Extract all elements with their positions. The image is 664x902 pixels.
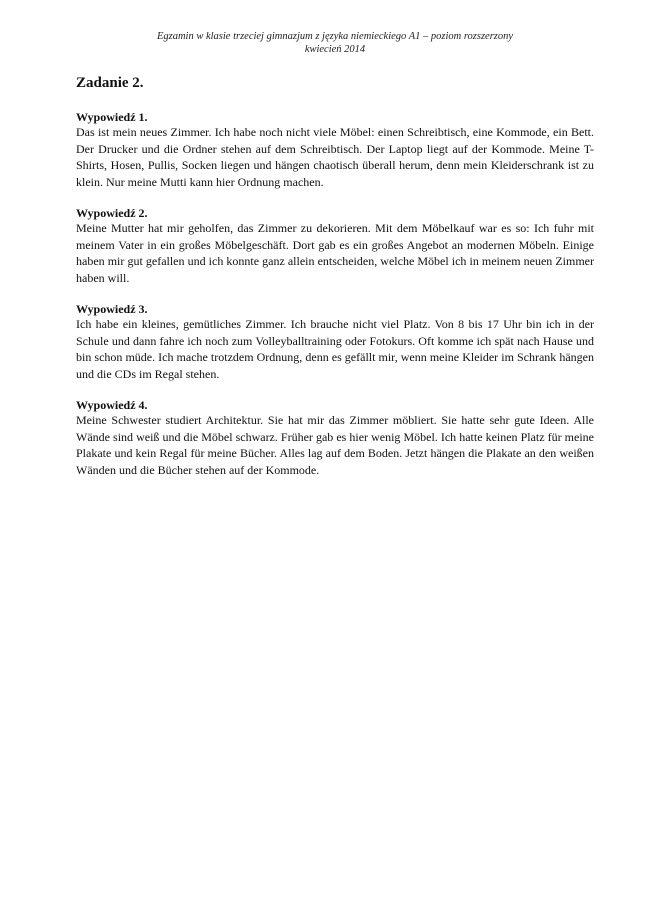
statement-2 [76, 206, 594, 286]
statement-title: Wypowiedź 2. [76, 206, 148, 220]
statement-title: Wypowiedź 3. [76, 302, 148, 316]
statement-text: Ich habe ein kleines, gemütliches Zimmer. Ich brauche nicht viel Platz. Von 8 bis 17 Uhr bin ich in der Schule und dann fahre ich noch zum Volleyballtraining oder Fotokurs. Oft komme ich spät nach Hause und bin schon müde. Ich mache trotzdem Ordnung, denn es gefällt mir, wenn meine Kleider im Schrank hängen und die CDs im Regal stehen. [76, 317, 594, 381]
statement-3 [76, 302, 594, 382]
header-date: kwiecień 2014 [304, 44, 366, 55]
statement-text: Das ist mein neues Zimmer. Ich habe noch nicht viele Möbel: einen Schreibtisch, eine Kommode, ein Bett. Der Drucker und die Ordner stehen auf dem Schreibtisch. Der Laptop liegt auf der Kommode. Meine T-Shirts, Hosen, Pullis, Socken liegen und hängen chaotisch überall herum, denn mein Kleiderschrank ist zu klein. Nur meine Mutti kann hier Ordnung machen. [76, 125, 594, 189]
page-header [76, 30, 594, 56]
statement-title: Wypowiedź 4. [76, 398, 148, 412]
document-content [76, 74, 594, 494]
header-exam-title: Egzamin w klasie trzeciej gimnazjum z języka niemieckiego A1 – poziom rozszerzony [156, 31, 514, 42]
statement-text: Meine Schwester studiert Architektur. Sie hat mir das Zimmer möbliert. Sie hatte sehr gute Ideen. Alle Wände sind weiß und die Möbel schwarz. Früher gab es hier wenig Möbel. Ich hatte keinen Platz für meine Plakate und kein Regal für meine Bücher. Alles lag auf dem Boden. Jetzt hängen die Plakate an den weißen Wänden und die Bücher stehen auf der Kommode. [76, 413, 594, 477]
statement-4 [76, 398, 594, 478]
statement-1 [76, 110, 594, 190]
task-title: Zadanie 2. [76, 75, 144, 91]
statement-text: Meine Mutter hat mir geholfen, das Zimmer zu dekorieren. Mit dem Möbelkauf war es so: Ich fuhr mit meinem Vater in ein großes Möbelgeschäft. Dort gab es ein großes Angebot an modernen Möbeln. Einige haben mir gut gefallen und ich konnte ganz allein entscheiden, welche Möbel ich in meinem neuen Zimmer haben will. [76, 221, 594, 285]
statement-title: Wypowiedź 1. [76, 110, 148, 124]
